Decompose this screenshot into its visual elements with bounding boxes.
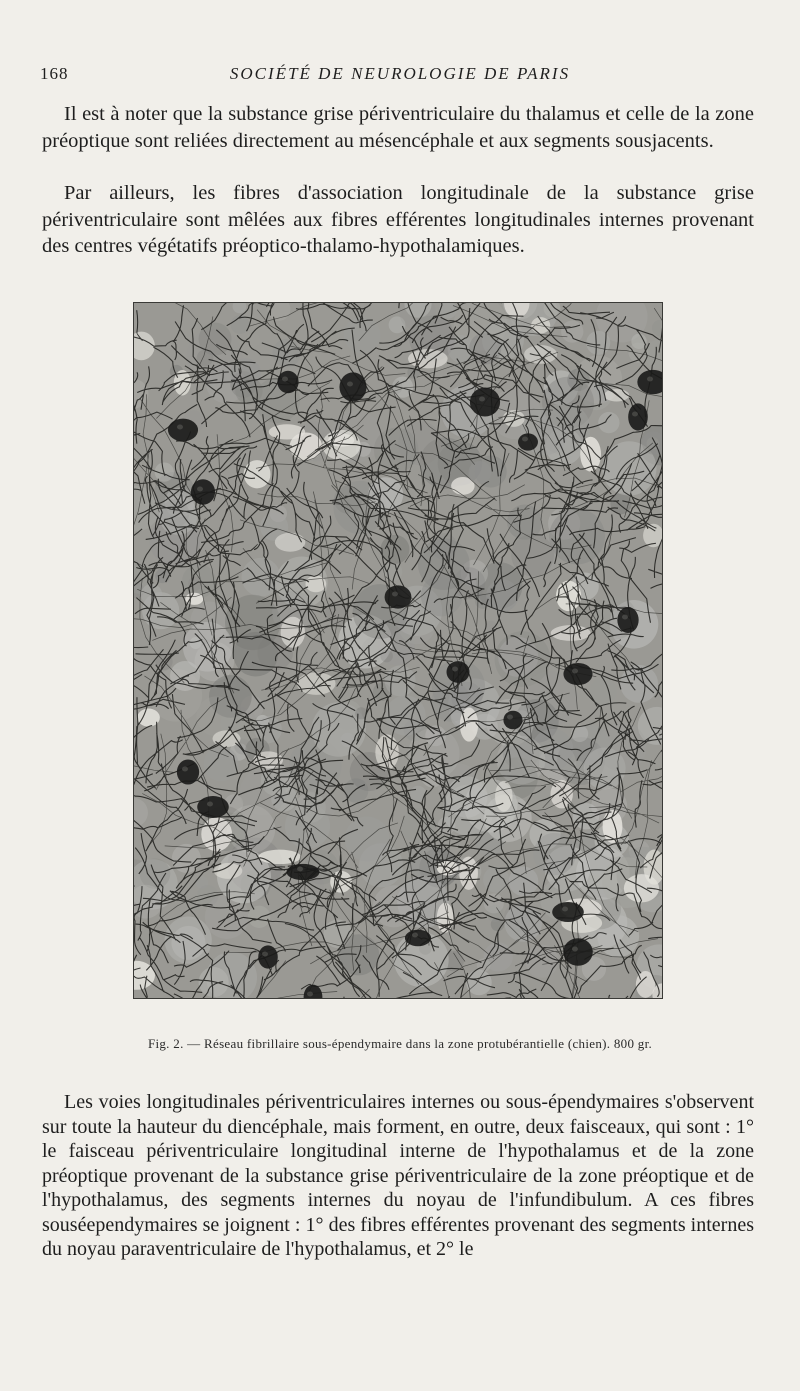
running-title: SOCIÉTÉ DE NEUROLOGIE DE PARIS [229, 64, 571, 83]
page-header [40, 64, 760, 90]
fibrillar-network-illustration [133, 302, 663, 999]
paragraph-2: Par ailleurs, les fibres d'association longitudinale de la substance grise périventriculaire sont mêlées aux fibres efférentes longitudinales internes provenant des centres végétatifs préoptico-thalamo-hypothalamiques. [42, 182, 754, 257]
figure-caption: Fig. 2. — Réseau fibrillaire sous-épendymaire dans la zone protubérantielle (chien). 800 gr. [147, 1036, 653, 1051]
page-number: 168 [40, 64, 69, 83]
paragraph-1: Il est à noter que la substance grise périventriculaire du thalamus et celle de la zone préoptique sont reliées directement au mésencéphale et aux segments sousjacents. [42, 103, 754, 152]
paragraph-3: Les voies longitudinales périventriculaires internes ou sous-épendymaires s'observent sur toute la hauteur du diencéphale, mais forment, en outre, deux faisceaux, qui sont : 1° le faisceau périventriculaire longitudinal interne de l'hypothalamus et de la zone préoptique provenant de la substance grise périventriculaire de la zone préoptique et de l'hypothalamus, des segments internes du noyau de l'infundibulum. A ces fibres souséependymaires se joignent : 1° des fibres efférentes provenant des segments internes du noyau paraventriculaire de l'hypothalamus, et 2° le [42, 1091, 754, 1260]
micrograph-figure [133, 302, 663, 999]
